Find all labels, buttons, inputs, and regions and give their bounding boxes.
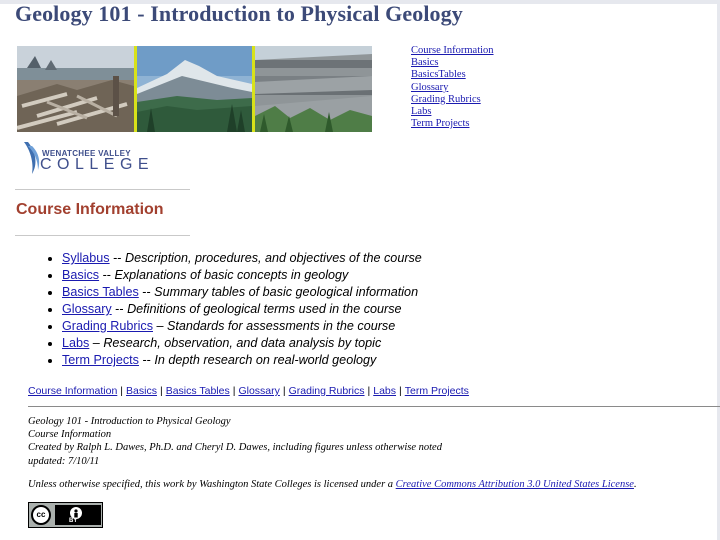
- nav-link-basics-tables[interactable]: BasicsTables: [411, 69, 466, 81]
- header-banner: [17, 46, 372, 132]
- college-logo[interactable]: [22, 140, 162, 180]
- bottom-nav-link-labs[interactable]: Labs: [373, 385, 397, 397]
- cc-icon: cc: [31, 505, 51, 525]
- list-item: [62, 318, 422, 335]
- footer-credits: Created by Ralph L. Dawes, Ph.D. and Cheryl D. Dawes, including figures unless otherwise noted: [28, 442, 442, 454]
- nav-pipe: |: [399, 385, 402, 397]
- bottom-nav-link-term-projects[interactable]: Term Projects: [404, 385, 469, 397]
- nav-link-term-projects[interactable]: Term Projects: [411, 118, 470, 130]
- college-logo-mark-icon: [22, 140, 42, 176]
- nav-link-labs[interactable]: Labs: [411, 106, 432, 118]
- mountain-photo: [137, 46, 252, 132]
- nav-pipe: |: [159, 385, 163, 397]
- driftwood-beach-photo: [17, 46, 134, 132]
- basics-link[interactable]: Basics: [62, 268, 100, 282]
- cliff-photo: [255, 46, 372, 132]
- item-description: Research, observation, and data analysis by topic: [103, 336, 382, 350]
- nav-pipe: |: [232, 385, 236, 397]
- item-separator: --: [111, 302, 128, 316]
- item-description: Standards for assessments in the course: [167, 319, 396, 333]
- nav-link-course-information[interactable]: Course Information: [411, 45, 494, 56]
- glossary-link[interactable]: Glossary: [62, 302, 112, 316]
- list-item: [62, 352, 422, 369]
- nav-pipe: |: [120, 385, 124, 397]
- nav-link-grading-rubrics[interactable]: Grading Rubrics: [411, 93, 481, 105]
- item-description: Summary tables of basic geological information: [154, 285, 419, 299]
- item-separator: –: [89, 336, 104, 350]
- license-suffix: .: [633, 479, 637, 490]
- license-link[interactable]: Creative Commons Attribution 3.0 United States License: [395, 479, 634, 490]
- by-label: BY: [69, 518, 78, 524]
- footer-page-name: Course Information: [28, 429, 112, 441]
- nav-link-basics[interactable]: Basics: [411, 57, 439, 69]
- footer-course-title: Geology 101 - Introduction to Physical Geology: [28, 416, 231, 427]
- bottom-nav-link-basics[interactable]: Basics: [126, 385, 157, 397]
- list-item: [62, 250, 422, 267]
- footer-updated: updated: 7/10/11: [28, 455, 100, 467]
- bottom-nav: [28, 385, 469, 397]
- footer-divider: [28, 406, 720, 407]
- basics-tables-link[interactable]: Basics Tables: [62, 285, 139, 299]
- item-separator: --: [138, 353, 155, 367]
- labs-link[interactable]: Labs: [62, 336, 90, 350]
- item-separator: --: [109, 251, 125, 265]
- term-projects-link[interactable]: Term Projects: [62, 353, 139, 367]
- footer-info: [28, 415, 442, 468]
- list-item: [62, 267, 422, 284]
- bottom-nav-link-course-information[interactable]: Course Information: [28, 385, 118, 397]
- item-separator: –: [153, 319, 168, 333]
- section-heading: Course Information: [16, 201, 164, 218]
- bottom-nav-link-basics-tables[interactable]: Basics Tables: [165, 385, 230, 397]
- cc-license-badge[interactable]: [28, 502, 103, 528]
- item-description: In depth research on real-world geology: [154, 353, 377, 367]
- list-item: [62, 335, 422, 352]
- logo-line-1: WENATCHEE VALLEY: [42, 149, 131, 158]
- bottom-nav-link-grading-rubrics[interactable]: Grading Rubrics: [288, 385, 365, 397]
- item-separator: --: [99, 268, 115, 282]
- license-prefix: Unless otherwise specified, this work by Washington State Colleges is licensed under a: [28, 479, 396, 490]
- item-description: Explanations of basic concepts in geology: [114, 268, 349, 282]
- logo-line-2: COLLEGE: [40, 156, 155, 173]
- top-nav: [411, 45, 531, 130]
- list-item: [62, 284, 422, 301]
- grading-rubrics-link[interactable]: Grading Rubrics: [62, 319, 153, 333]
- bottom-nav-link-glossary[interactable]: Glossary: [238, 385, 280, 397]
- license-statement: [28, 479, 637, 490]
- item-description: Definitions of geological terms used in the course: [127, 302, 402, 316]
- item-separator: --: [138, 285, 155, 299]
- course-link-list: [32, 250, 422, 369]
- list-item: [62, 301, 422, 318]
- nav-pipe: |: [367, 385, 371, 397]
- divider: [15, 235, 190, 236]
- item-description: Description, procedures, and objectives of the course: [125, 251, 422, 265]
- nav-link-glossary[interactable]: Glossary: [411, 81, 449, 93]
- syllabus-link[interactable]: Syllabus: [62, 251, 110, 265]
- divider: [15, 189, 190, 190]
- page-title: Geology 101 - Introduction to Physical Geology: [15, 1, 463, 26]
- nav-pipe: |: [282, 385, 286, 397]
